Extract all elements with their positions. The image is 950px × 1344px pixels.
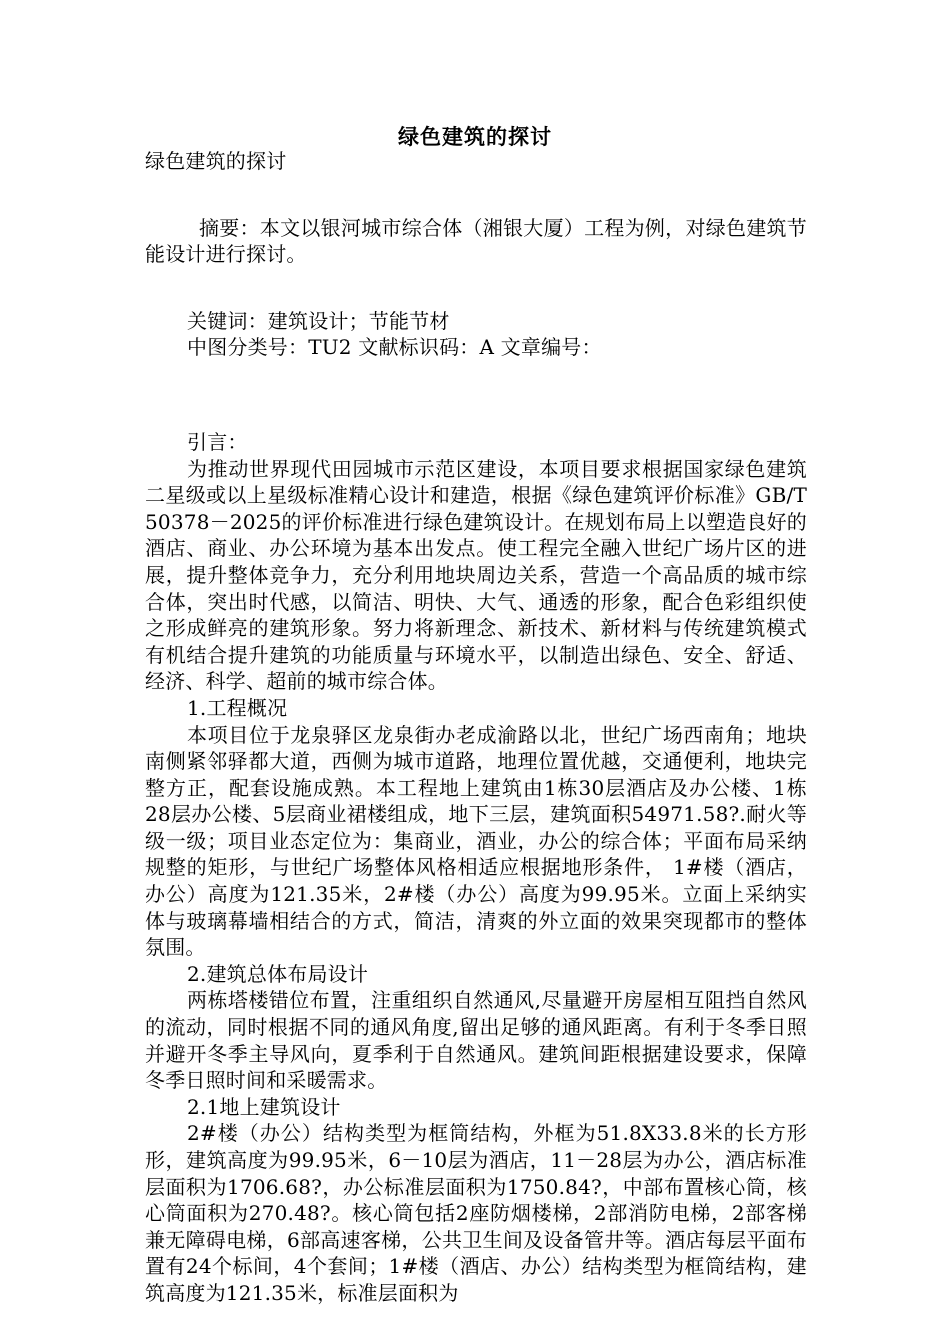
document-subtitle: 绿色建筑的探讨 [145,149,287,173]
spacer [145,361,807,429]
abstract-paragraph: 摘要：本文以银河城市综合体（湘银大厦）工程为例，对绿色建筑节能设计进行探讨。 [145,215,807,267]
document-body [145,148,807,1307]
section-1-heading: 1.工程概况 [187,695,288,720]
spacer [145,175,807,215]
section-2-1-paragraph: 2#楼（办公）结构类型为框筒结构，外框为51.8X33.8米的长方形形，建筑高度为99.95米，6－10层为酒店，11－28层为办公，酒店标准层面积为1706.68?，办公标准层面积为1750.84?，中部布置核心筒，核心筒面积为270.48?。核心筒包括2座防烟楼梯，2部消防电梯，2部客梯兼无障碍电梯，6部高速客梯，公共卫生间及设备管井等。酒店每层平面布置有24个标间，4个套间；1#楼（酒店、办公）结构类型为框筒结构，建筑高度为121.35米，标准层面积为 [145,1121,807,1305]
section-2-paragraph: 两栋塔楼错位布置，注重组织自然通风,尽量避开房屋相互阻挡自然风的流动，同时根据不同的通风角度,留出足够的通风距离。有利于冬季日照并避开冬季主导风向，夏季利于自然通风。建筑间距根据建设要求，保障冬季日照时间和采暖需求。 [145,988,807,1093]
intro-paragraph: 为推动世界现代田园城市示范区建设，本项目要求根据国家绿色建筑二星级或以上星级标准精心设计和建造，根据《绿色建筑评价标准》GB/T 50378－2025的评价标准进行绿色建筑设计。在规划布局上以塑造良好的酒店、商业、办公环境为基本出发点。使工程完全融入世纪广场片区的进展，提升整体竞争力，充分利用地块周边关系，营造一个高品质的城市综合体，突出时代感，以简洁、明快、大气、通透的形象，配合色彩组织使之形成鲜亮的建筑形象。努力将新理念、新技术、新材料与传统建筑模式有机结合提升建筑的功能质量与环境水平，以制造出绿色、安全、舒适、经济、科学、超前的城市综合体。 [145,456,807,694]
document-title: 绿色建筑的探讨 [398,124,552,149]
section-2-heading: 2.建筑总体布局设计 [187,961,369,986]
keywords-line: 关键词：建筑设计；节能节材 [187,308,450,333]
intro-heading: 引言： [187,429,248,454]
spacer [145,268,807,308]
section-1-paragraph: 本项目位于龙泉驿区龙泉街办老成渝路以北，世纪广场西南角；地块南侧紧邻驿都大道，西侧为城市道路，地理位置优越，交通便利，地块完整方正，配套设施成熟。本工程地上建筑由1栋30层酒店及办公楼、1栋28层办公楼、5层商业裙楼组成，地下三层，建筑面积54971.58?.耐火等级一级；项目业态定位为：集商业，酒业，办公的综合体；平面布局采纳规整的矩形，与世纪广场整体风格相适应根据地形条件， 1#楼（酒店，办公）高度为121.35米，2#楼（办公）高度为99.95米。立面上采纳实体与玻璃幕墙相结合的方式，简洁，清爽的外立面的效果突现都市的整体氛围。 [145,722,807,960]
section-2-1-heading: 2.1地上建筑设计 [187,1094,341,1119]
classification-line: 中图分类号：TU2 文献标识码：A 文章编号： [187,335,602,360]
